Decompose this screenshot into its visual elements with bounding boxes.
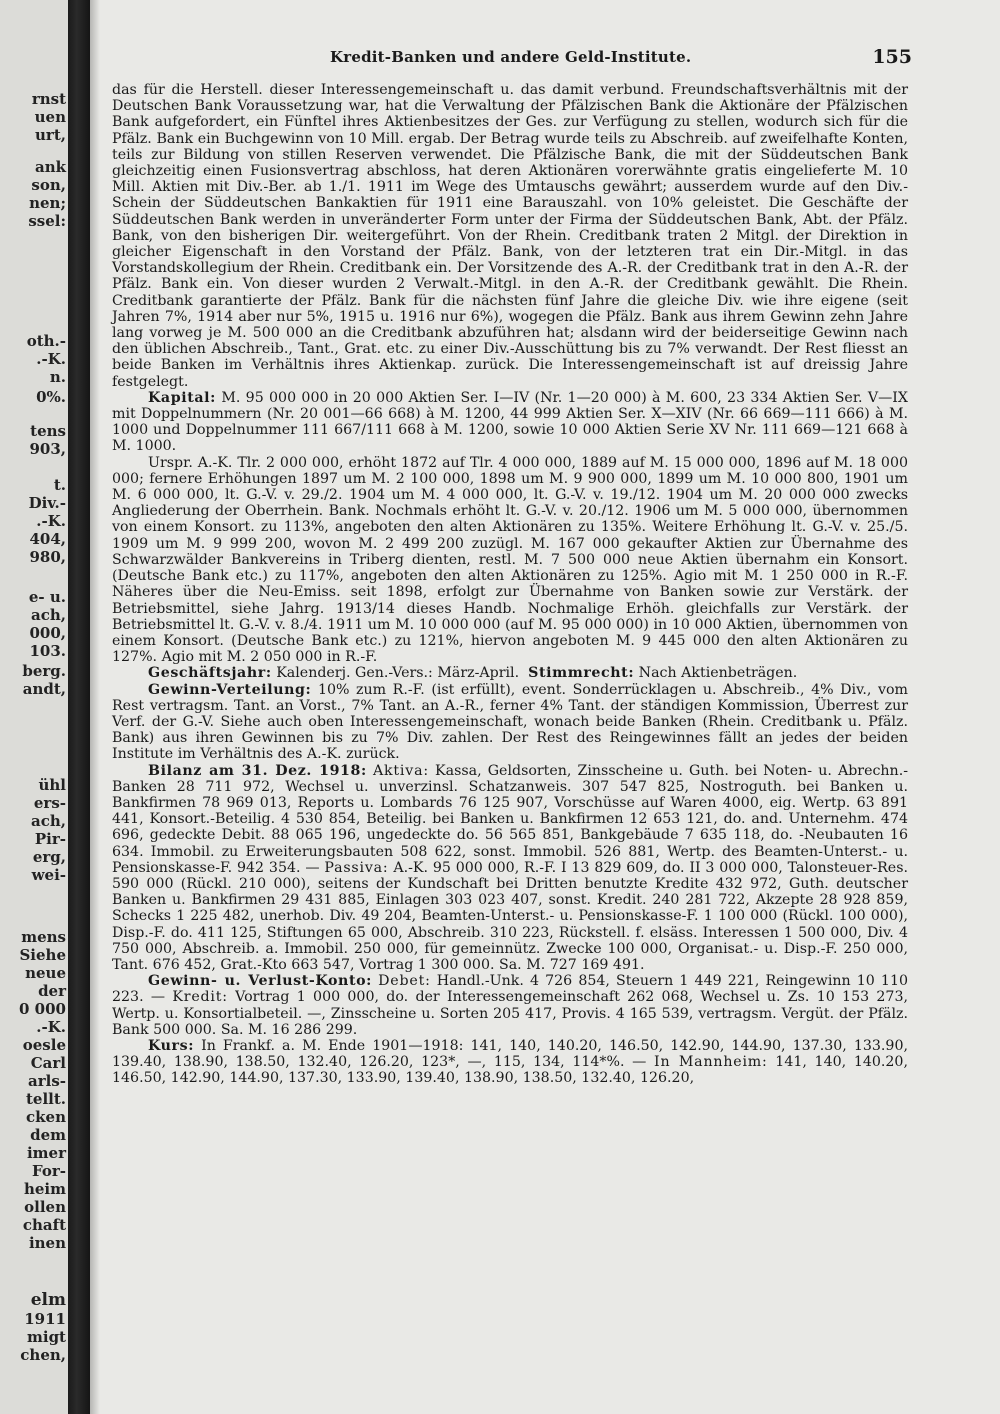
urspr-paragraph: Urspr. A.-K. Tlr. 2 000 000, erhöht 1872 auf Tlr. 4 000 000, 1889 auf M. 15 000 000, 1896 auf M. 18 000 000; fernere Erhöhungen 1897 um M. 2 100 000, 1898 um M. 9 900 000, 1899 um M. 10 000 800, 1901 um M. 6 000 000, lt. G.-V. v. 29./2. 1904 um M. 4 000 000, lt. G.-V. v. 19./12. 1904 um M. 20 000 000 zwecks Angliederung der Oberrhein. Bank. Nochmals erhöht lt. G.-V. v. 20./12. 1906 um M. 5 000 000, übernommen von einem Konsort. zu 113%, angeboten den alten Aktionären zu 135%. Weitere Erhöhung lt. G.-V. v. 25./5. 1909 um M. 9 999 200, wovon M. 2 499 200 zuzügl. M. 167 000 gekaufter Aktien zur Übernahme des Schwarzwälder Bankvereins in Triberg dienten, restl. M. 7 500 000 neue Aktien übernahm ein Konsort. (Deutsche Bank etc.) zu 117%, angeboten den alten Aktionären zu 125%. Agio mit M. 1 250 000 in R.-F. Näheres über die Neu-Emiss. seit 1898, erfolgt zur Übernahme von Banken sowie zur Verstärk. der Betriebsmittel, siehe Jahrg. 1913/14 dieses Handb. Nochmalige Erhöh. gleichfalls zur Verstärk. der Betriebsmittel lt. G.-V. v. 8./4. 1911 um M. 10 000 000 (auf M. 95 000 000) in 10 000 Aktien, übernommen von einem Konsort. (Deutsche Bank etc.) zu 121%, hiervon angeboten M. 9 445 000 den alten Aktionären zu 127%. Agio mit M. 2 050 000 in R.-F. [112,454,908,666]
intro-paragraph: das für die Herstell. dieser Interessengemeinschaft u. das damit verbund. Freundschaftsverhältnis mit der Deutschen Bank Voraussetzung war, hat die Verwaltung der Pfälzischen Bank die Aktionäre der Pfälzischen Bank aufgefordert, ein Fünftel ihres Aktienbesitzes der Ges. zur Verfügung zu stellen, wodurch sich für die Pfälz. Bank ein Buchgewinn von 10 Mill. ergab. Der Betrag wurde teils zu Abschreib. auf zweifelhafte Konten, teils zur Bildung von stillen Reserven verwendet. Die Pfälzische Bank, die mit der Süddeutschen Bank gleichzeitig einen Fusionsvertrag abschloss, hat deren Aktionären vorerwähnte gratis eingelieferte M. 10 Mill. Aktien mit Div.-Ber. ab 1./1. 1911 im Wege des Umtauschs gewährt; ausserdem wurde auf den Div.-Schein der Süddeutschen Bankaktien für 1911 eine Barauszahl. von 10% geleistet. Die Geschäfte der Süddeutschen Bank werden in unveränderter Form unter der Firma der Süddeutschen Bank, Abt. der Pfälz. Bank, von den bisherigen Dir. weitergeführt. Von der Rhein. Creditbank traten 2 Mitgl. der Direktion in gleicher Eigenschaft in den Vorstand der Pfälz. Bank, von der letzteren trat ein Dir.-Mitgl. in das Vorstandskollegium der Rhein. Creditbank ein. Der Vorsitzende des A.-R. der Creditbank trat in den A.-R. der Pfälz. Bank ein. Von dieser wurden 2 Verwalt.-Mitgl. in den A.-R. der Creditbank gewählt. Die Rhein. Creditbank garantierte der Pfälz. Bank für die nächsten fünf Jahre die gleiche Div. wie ihre eigene (seit Jahren 7%, 1914 aber nur 5%, 1915 u. 1916 nur 6%), wogegen die Pfälz. Bank aus ihrem Gewinn zehn Jahre lang vorweg je M. 500 000 an die Creditbank abzuführen hat; alsdann wird der beiderseitige Gewinn nach den üblichen Abschreib., Tant., Grat. etc. zu einer Div.-Ausschüttung bis zu 7% verwandt. Der Rest fliesst an beide Banken im Verhältnis ihres Aktienkap. zurück. Die Interessengemeinschaft ist auf dreissig Jahre festgelegt. [112,82,908,390]
bilanz-heading: Bilanz am 31. Dez. 1918: [148,762,367,779]
margin-fragment: cken [26,1108,66,1126]
kapital-text: M. 95 000 000 in 20 000 Aktien Ser. I—IV (Nr. 1—20 000) à M. 600, 23 334 Aktien Ser. V—IX mit Doppelnummern (Nr. 20 001—66 668) à M. 1200, 44 999 Aktien Ser. X—XIV (Nr. 66 669—111 666) à M. 1000 und Doppelnummer 111 667/111 668 à M. 1200, sowie 10 000 Aktien Serie XV Nr. 111 669—121 668 à M. 1000. [112,389,908,455]
margin-fragment: e- u. [28,588,66,606]
passiva-text: A.-K. 95 000 000, R.-F. I 13 829 609, do. II 3 000 000, Talonsteuer-Res. 590 000 (Rückl. 210 000), seitens der Kundschaft bei Dritten benutzte Kredite 432 972, Guth. deutscher Banken u. Bankfirmen 29 431 885, Einlagen 303 023 407, sonst. Kredit. 240 281 722, Akzepte 28 928 859, Schecks 1 225 482, unerhob. Div. 49 204, Beamten-Unterst.- u. Pensionskasse-F. 1 100 000 (Rückl. 100 000), Disp.-F. do. 411 125, Stiftungen 65 000, Abschreib. 310 223, Rückstell. f. elsäss. Interessen 1 500 000, Div. 4 750 000, Abschreib. a. Immobil. 250 000, für gemeinnütz. Zwecke 100 000, Organisat.- u. Disp.-F. 250 000, Tant. 676 452, Grat.-Kto 663 547, Vortrag 1 300 000. Sa. M. 727 169 491. [112,859,908,973]
margin-fragment: tellt. [25,1090,66,1108]
margin-fragment: t. [53,476,66,494]
margin-fragment: Div.- [28,494,66,512]
guv-paragraph [112,973,908,1038]
geschaeftsjahr-text: Kalenderj. Gen.-Vers.: März-April. [271,665,520,682]
geschaeftsjahr-heading: Geschäftsjahr: [148,665,272,682]
margin-fragment: For- [32,1162,66,1180]
margin-fragment: 0 000 [19,1000,66,1018]
margin-fragment: 103. [29,642,66,660]
book-gutter [68,0,90,1414]
kurs-text: In Frankf. a. M. Ende 1901—1918: 141, 140, 140.20, 146.50, 142.90, 144.90, 137.30, 133.90, 139.40, 138.90, 138.50, 132.40, 126.20, 123*, —, 115, 134, 114*%. — [112,1037,908,1071]
guv-heading: Gewinn- u. Verlust-Konto: [148,973,372,990]
kapital-heading: Kapital: [148,389,217,406]
margin-fragment: son, [31,176,66,194]
page-body [112,82,908,1087]
margin-fragment: ssel: [28,212,66,230]
margin-fragment: uen [34,108,66,126]
margin-fragment: oesle [22,1036,66,1054]
geschaeftsjahr-paragraph [112,665,908,681]
stimmrecht-text: Nach Aktienbeträgen. [634,665,798,682]
margin-fragment: chaft [22,1216,66,1234]
margin-fragment: inen [28,1234,66,1252]
margin-fragment: nen; [29,194,66,212]
kredit-text: Vortrag 1 000 000, do. der Interessengemeinschaft 262 068, Wechsel u. Zs. 10 153 273, Wertp. u. Konsortialbeteil. —, Zinsscheine u. Sorten 205 417, Provis. 4 165 539, vertragsm. Vergüt. der Pfälz. Bank 500 000. Sa. M. 16 286 299. [112,989,908,1038]
margin-fragment: heim [23,1180,66,1198]
kurs-mannheim-heading: In Mannheim: [654,1054,768,1071]
margin-fragment: Carl [30,1054,66,1072]
aktiva-heading: Aktiva: [372,762,429,779]
stimmrecht-heading: Stimmrecht: [528,665,635,682]
margin-fragment: ühl [38,776,66,794]
debet-text: Handl.-Unk. 4 726 854, Steuern 1 449 221, Reingewinn 10 110 223. — [112,973,908,1006]
kapital-paragraph [112,390,908,455]
margin-fragment: .-K. [36,350,66,368]
kredit-heading: Kredit: [172,989,228,1006]
margin-fragment: urt, [35,126,66,144]
margin-fragment: andt, [22,680,66,698]
margin-fragment: elm [30,1290,66,1310]
running-title: Kredit-Banken und andere Geld-Institute. [330,48,692,66]
margin-fragment: ollen [24,1198,66,1216]
margin-fragment: ers- [33,794,66,812]
margin-fragment: erg, [32,848,66,866]
margin-fragment: rnst [31,90,66,108]
bilanz-paragraph [112,763,908,974]
passiva-heading: Passiva: [324,859,389,876]
margin-fragment: ank [34,158,66,176]
margin-fragment: mens [21,928,66,946]
margin-fragment: arls- [28,1072,66,1090]
aktiva-text: Kassa, Geldsorten, Zinsscheine u. Guth. bei Noten- u. Abrechn.-Banken 28 711 972, Wechsel u. unverzinsl. Schatzanweis. 307 547 825, Nostroguth. bei Banken u. Bankfirmen 78 969 013, Reports u. Lombards 76 125 907, Vorschüsse auf Waren 4000, eig. Wertp. 63 891 441, Konsort.-Beteilig. 4 530 854, Beteilig. bei Banken u. Bankfirmen 12 653 121, do. and. Unternehm. 474 696, gedeckte Debit. 88 065 196, ungedeckte do. 56 565 851, Bankgebäude 7 635 118, do. -Neubauten 16 634. Immobil. zu Erweiterungsbauten 508 622, sonst. Immobil. 526 881, Wertp. des Beamten-Unterst.- u. Pensionskasse-F. 942 354. — [112,762,908,876]
gewinn-text: 10% zum R.-F. (ist erfüllt), event. Sonderrücklagen u. Abschreib., 4% Div., vom Rest vertragsm. Tant. an Vorst., 7% Tant. an A.-R., ferner 4% Tant. der ständigen Kommission, Überrest zur Verf. der G.-V. Siehe auch oben Interessengemeinschaft, wonach beide Banken (Rhein. Creditbank u. Pfälz. Bank) aus ihren Gewinnen bis zu 7% Div. zahlen. Der Rest des Reingewinnes fällt an jedes der beiden Institute im Verhältnis des A.-K. zurück. [112,681,908,763]
margin-fragment: dem [30,1126,66,1144]
margin-fragment: tens [30,422,66,440]
margin-fragment: .-K. [36,1018,66,1036]
margin-fragment: Siehe [19,946,66,964]
margin-fragment: .-K. [36,512,66,530]
margin-fragment: 000, [29,624,66,642]
margin-fragment: chen, [20,1346,66,1364]
margin-fragment: Pir- [34,830,66,848]
gewinn-paragraph [112,682,908,763]
margin-fragment: migt [27,1328,66,1346]
margin-fragment: imer [26,1144,66,1162]
gutter-shadow [90,0,100,1414]
margin-fragment: wei- [31,866,66,884]
gewinn-heading: Gewinn-Verteilung: [148,681,312,698]
margin-fragment: oth.- [26,332,66,350]
debet-heading: Debet: [378,973,431,990]
kurs-heading: Kurs: [148,1037,195,1054]
margin-fragment: neue [25,964,66,982]
margin-fragment: n. [49,368,66,386]
kurs-paragraph [112,1038,908,1087]
margin-fragment: 0%. [36,388,66,406]
margin-fragment: ach, [31,606,66,624]
margin-fragment: berg. [22,662,66,680]
page-number: 155 [872,46,912,68]
margin-fragment: der [38,982,66,1000]
margin-fragment: 980, [29,548,66,566]
margin-fragment: 404, [29,530,66,548]
kurs-mannheim-text: 141, 140, 140.20, 146.50, 142.90, 144.90, 137.30, 133.90, 139.40, 138.90, 138.50, 132.40, 126.20, [112,1054,908,1087]
margin-fragment: 1911 [24,1310,66,1328]
margin-fragment: ach, [31,812,66,830]
adjacent-page-strip [0,0,68,1414]
page-header [110,44,910,74]
margin-fragment: 903, [29,440,66,458]
